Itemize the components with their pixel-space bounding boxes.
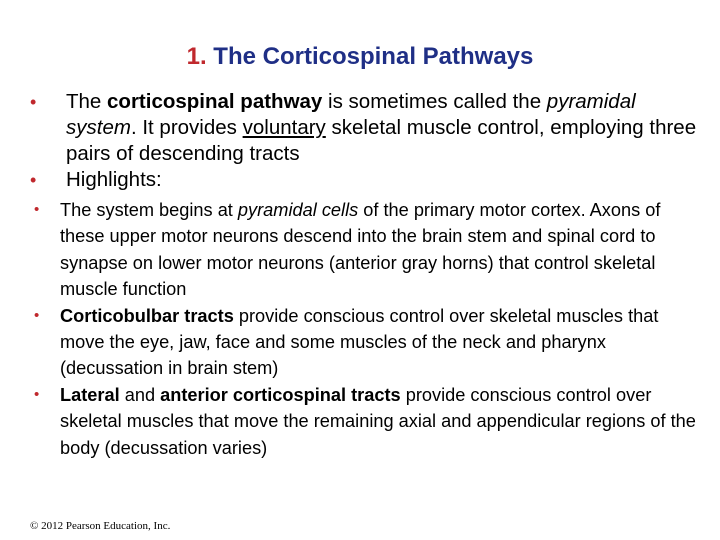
sub-bullet-corticobulbar <box>30 303 698 382</box>
sub-bullet-text: The system begins at <box>60 200 238 220</box>
sub-bullet-list <box>30 197 698 461</box>
bullet-text: skeletal muscle control, employing three pairs of descending tracts <box>66 116 697 165</box>
title-number: 1. <box>186 43 207 70</box>
bullet-list <box>28 89 698 461</box>
copyright-footer: © 2012 Pearson Education, Inc. <box>30 520 171 532</box>
sub-bullet-text: of the primary motor cortex. Axons of these upper motor neurons descend into the brain stem and spinal cord to synapse on lower motor neurons (anterior gray horns) that control skeletal muscle function <box>60 200 661 300</box>
sub-bullet-text: provide conscious control over skeletal muscles that move the remaining axial and appendicular regions of the body (decussation varies) <box>60 384 696 458</box>
italic-term-pyramidal-cells: pyramidal cells <box>237 200 359 220</box>
sub-bullet-pyramidal-cells <box>30 197 698 303</box>
slide-title <box>0 42 720 72</box>
sub-bullet-text: provide conscious control over skeletal muscles that move the eye, jaw, face and some muscles of the neck and pharynx (decussation in brain stem) <box>60 305 659 379</box>
bullet-text: is sometimes called the <box>322 90 547 113</box>
sub-bullet-lateral-anterior <box>30 382 698 461</box>
underlined-term-voluntary: voluntary <box>242 116 326 139</box>
bold-term-lateral: Lateral <box>60 384 120 405</box>
highlights-label: Highlights: <box>66 168 162 191</box>
bullet-text: The <box>66 90 108 113</box>
bullet-text: . It provides <box>130 116 243 139</box>
bold-term-corticobulbar-tracts: Corticobulbar tracts <box>60 305 234 326</box>
bullet-corticospinal-pathway <box>28 89 698 167</box>
title-text: The Corticospinal Pathways <box>213 43 534 70</box>
bold-term-anterior-corticospinal-tracts: anterior corticospinal tracts <box>160 384 401 405</box>
sub-bullet-text: and <box>119 384 161 405</box>
italic-term-pyramidal-system: pyramidal system <box>66 90 636 139</box>
bold-term-corticospinal-pathway: corticospinal pathway <box>107 90 323 113</box>
bullet-highlights <box>28 167 698 193</box>
